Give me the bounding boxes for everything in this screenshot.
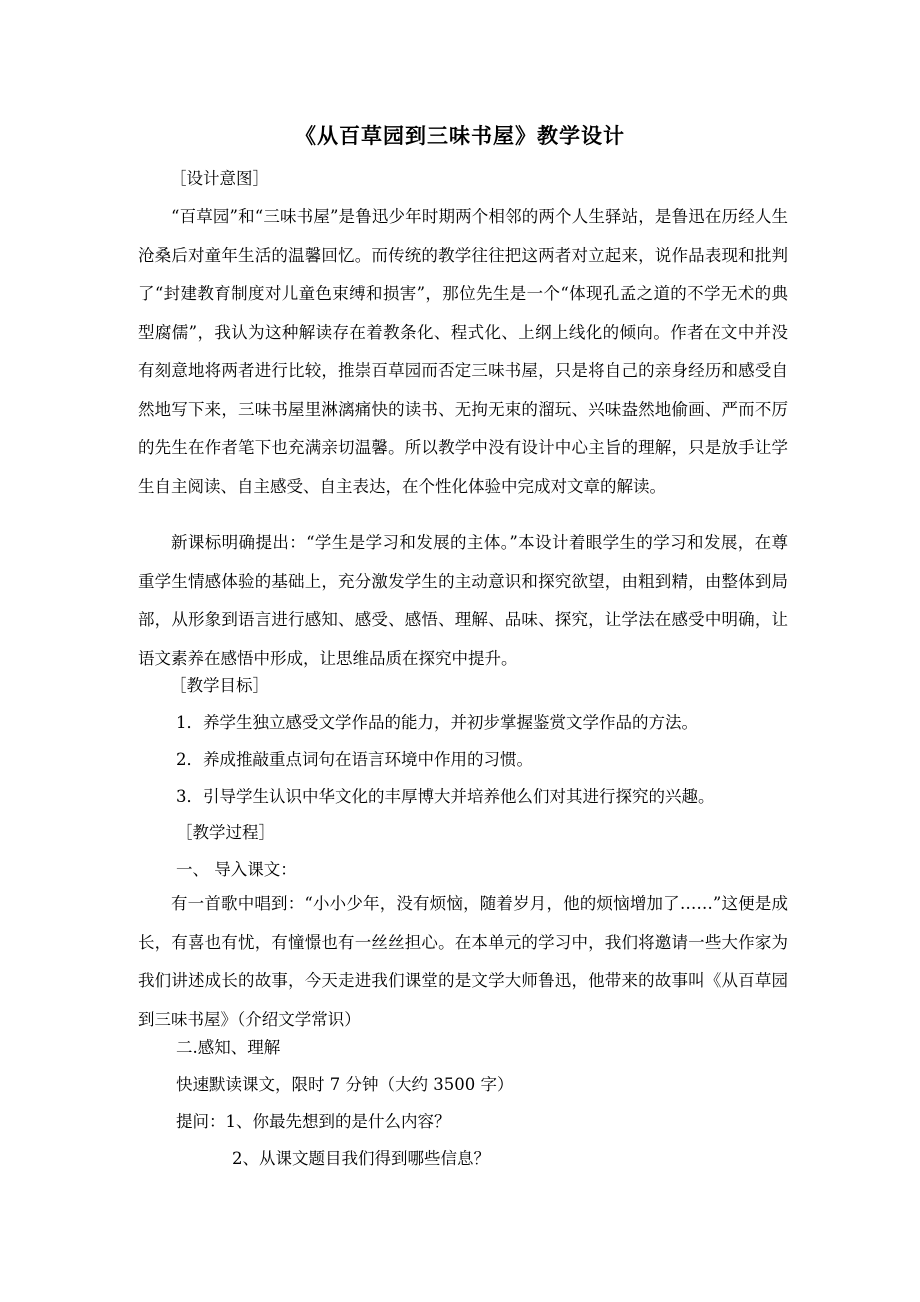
document-title: 《从百草园到三味书屋》教学设计	[295, 123, 625, 148]
step2-line-2: 提问：1、你最先想到的是什么内容？	[176, 1112, 451, 1131]
teaching-goals-heading: ［教学目标］	[170, 676, 269, 695]
step2-heading: 二.感知、理解	[176, 1038, 281, 1057]
design-intent-paragraph-2: 新课标明确提出：“学生是学习和发展的主体。”本设计着眼学生的学习和发展，在尊重学生情感体验的基础上，充分激发学生的主动意识和探究欲望，由粗到精，由整体到局部，从形象到语言进行感知、感受、感悟、理解、品味、探究，让学法在感受中明确，让语文素养在感悟中形成，让思维品质在探究中提升。	[138, 533, 788, 668]
goal-item-1: 1．养学生独立感受文学作品的能力，并初步掌握鉴赏文学作品的方法。	[176, 713, 698, 732]
step1-paragraph: 有一首歌中唱到：“小小少年，没有烦恼，随着岁月，他的烦恼增加了……”这便是成长，有喜也有忧，有憧憬也有一丝丝担心。在本单元的学习中，我们将邀请一些大作家为我们讲述成长的故事，今天走进我们课堂的是文学大师鲁迅，他带来的故事叫《从百草园到三味书屋》（介绍文学常识）	[138, 894, 788, 1029]
step2-line-1: 快速默读课文，限时 7 分钟（大约 3500 字）	[176, 1075, 514, 1094]
design-intent-heading: ［设计意图］	[170, 169, 269, 188]
goal-item-2: 2．养成推敲重点词句在语言环境中作用的习惯。	[176, 750, 533, 769]
step1-heading: 一、 导入课文：	[176, 860, 297, 879]
design-intent-paragraph-1: “百草园”和“三味书屋”是鲁迅少年时期两个相邻的两个人生驿站，是鲁迅在历经人生沧桑后对童年生活的温馨回忆。而传统的教学往往把这两者对立起来，说作品表现和批判了“封建教育制度对儿童色束缚和损害”，那位先生是一个“体现孔孟之道的不学无术的典型腐儒”，我认为这种解读存在着教条化、程式化、上纲上线化的倾向。作者在文中并没有刻意地将两者进行比较，推崇百草园而否定三味书屋，只是将自己的亲身经历和感受自然地写下来，三味书屋里淋漓痛快的读书、无拘无束的溜玩、兴味盎然地偷画、严而不厉的先生在作者笔下也充满亲切温馨。所以教学中没有设计中心主旨的理解，只是放手让学生自主阅读、自主感受、自主表达，在个性化体验中完成对文章的解读。	[138, 207, 788, 496]
goal-item-3: 3．引导学生认识中华文化的丰厚博大并培养他么们对其进行探究的兴趣。	[176, 787, 715, 806]
step2-line-3: 2、从课文题目我们得到哪些信息？	[232, 1149, 490, 1168]
teaching-process-heading: ［教学过程］	[176, 823, 275, 842]
